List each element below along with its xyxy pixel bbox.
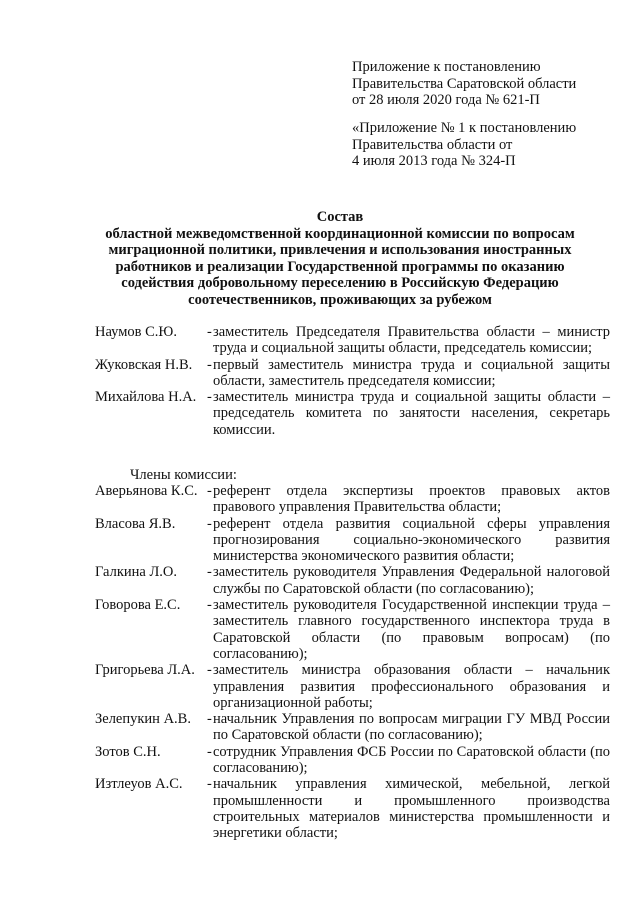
member-name: Наумов С.Ю.	[95, 324, 177, 340]
member-dash: -	[207, 515, 212, 532]
member-dash: -	[207, 564, 212, 581]
member-row	[95, 483, 610, 516]
member-row	[95, 744, 610, 777]
member-name: Аверьянова К.С.	[95, 483, 198, 499]
member-dash: -	[207, 483, 212, 499]
member-dash: -	[207, 324, 212, 340]
title-line: миграционной политики, привлечения и использования иностранных	[108, 242, 572, 258]
member-dash: -	[207, 662, 212, 679]
member-row	[95, 324, 610, 357]
member-role: заместитель руководителя Управления Федеральной налоговой службы по Саратовской области (по согласованию);	[213, 564, 610, 597]
member-row	[95, 711, 610, 744]
member-name: Изтлеуов А.С.	[95, 776, 183, 793]
member-dash: -	[207, 356, 212, 373]
member-name: Михайлова Н.А.	[95, 389, 197, 406]
member-name: Жуковская Н.В.	[95, 356, 193, 373]
appendix-line: Правительства Саратовской области	[352, 75, 577, 92]
member-name: Зелепукин А.В.	[95, 711, 191, 728]
member-row	[95, 357, 610, 390]
member-role: заместитель министра образования области – начальник управления развития профессионального образования и организационной работы;	[213, 662, 610, 711]
member-row	[95, 662, 610, 711]
member-row	[95, 597, 610, 662]
member-name: Галкина Л.О.	[95, 564, 178, 581]
original-appendix-reference	[352, 120, 622, 170]
member-role: сотрудник Управления ФСБ России по Саратовской области (по согласованию);	[213, 743, 610, 777]
appendix-line: Правительства области от	[352, 136, 513, 153]
appendix-line: от 28 июля 2020 года № 621-П	[352, 92, 540, 108]
member-row	[95, 564, 610, 597]
document-title	[80, 209, 600, 308]
appendix-line: Приложение к постановлению	[352, 59, 541, 75]
member-dash: -	[207, 743, 212, 760]
member-dash: -	[207, 711, 212, 728]
member-role: первый заместитель министра труда и социальной защиты области, заместитель председателя комиссии;	[213, 356, 610, 389]
member-name: Григорьева Л.А.	[95, 662, 195, 679]
member-name: Зотов С.Н.	[95, 743, 161, 760]
member-role: заместитель руководителя Государственной инспекции труда – заместитель главного государственного инспектора труда в Саратовской области (по правовым вопросам) (по согласованию);	[213, 597, 610, 662]
member-role: начальник управления химической, мебельной, легкой промышленности и промышленного производства строительных материалов министерства промышленности и энергетики области;	[213, 776, 610, 842]
title-line: содействия добровольному переселению в Российскую Федерацию	[121, 275, 559, 291]
leadership-list	[95, 324, 610, 438]
member-name: Власова Я.В.	[95, 515, 176, 532]
member-row	[95, 516, 610, 565]
member-dash: -	[207, 776, 212, 793]
title-line: работников и реализации Государственной программы по оказанию	[115, 258, 565, 275]
member-row	[95, 389, 610, 438]
appendix-reference	[352, 59, 622, 109]
title-heading: Состав	[316, 209, 364, 225]
title-line: областной межведомственной координационной комиссии по вопросам	[105, 225, 575, 242]
member-dash: -	[207, 597, 212, 614]
member-dash: -	[207, 389, 212, 406]
member-role: референт отдела экспертизы проектов правовых актов правового управления Правительства области;	[213, 483, 610, 516]
member-name: Говорова Е.С.	[95, 597, 181, 614]
appendix-line: «Приложение № 1 к постановлению	[352, 120, 577, 136]
member-role: начальник Управления по вопросам миграции ГУ МВД России по Саратовской области (по согласованию);	[213, 711, 610, 744]
title-line: соотечественников, проживающих за рубежом	[188, 291, 492, 308]
appendix-line: 4 июля 2013 года № 324-П	[352, 153, 516, 169]
member-role: референт отдела развития социальной сферы управления прогнозирования социально-экономического развития министерства экономического развития области;	[213, 515, 610, 565]
member-role: заместитель Председателя Правительства области – министр труда и социальной защиты области, председатель комиссии;	[213, 324, 610, 357]
members-label: Члены комиссии:	[130, 467, 237, 483]
members-list	[95, 483, 610, 842]
member-row	[95, 776, 610, 841]
member-role: заместитель министра труда и социальной защиты области – председатель комитета по занятости населения, секретарь комиссии.	[213, 389, 610, 438]
